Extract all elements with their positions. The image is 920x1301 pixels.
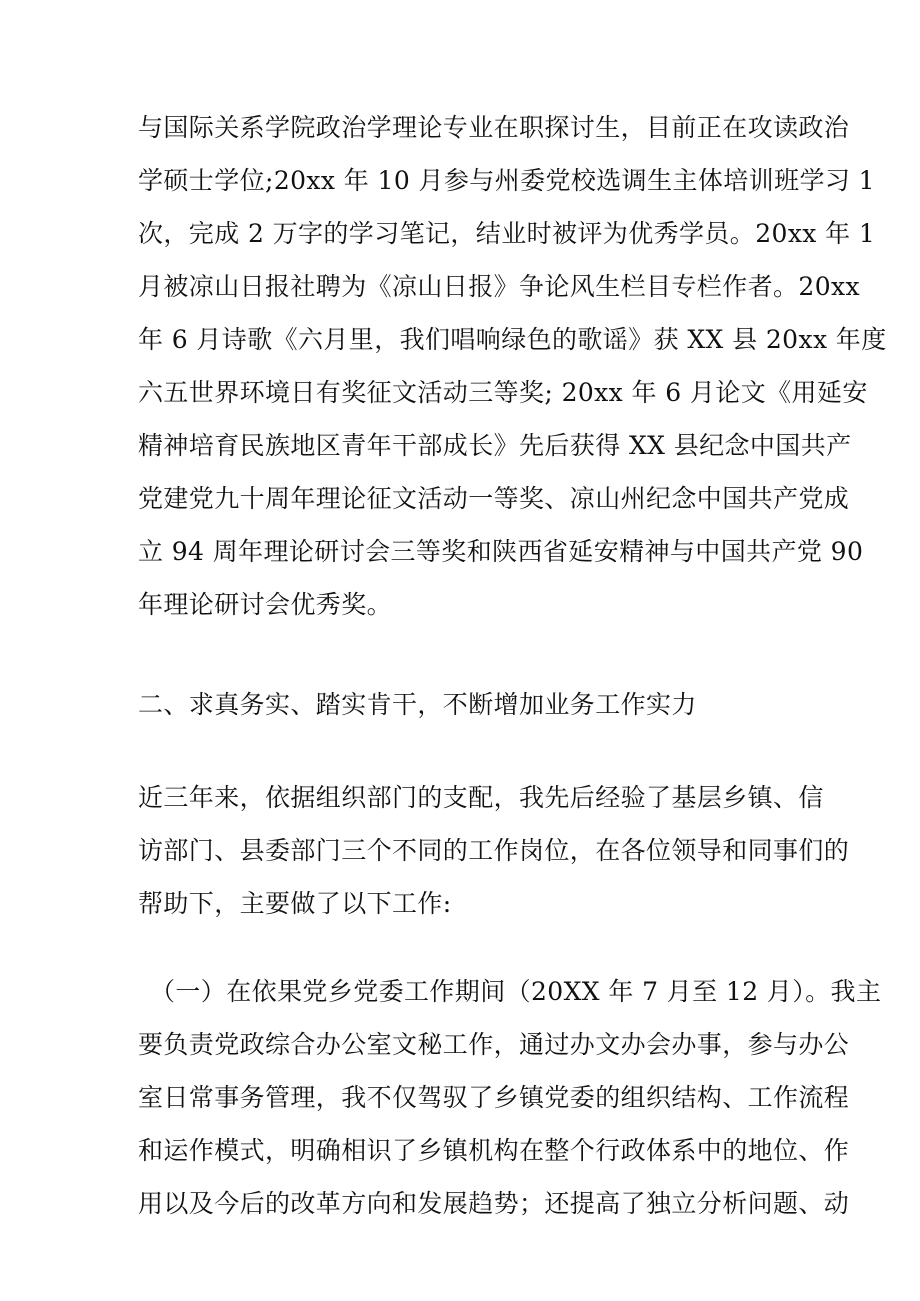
paragraph-1-line: 学硕士学位;20xx 年 10 月参与州委党校选调生主体培训班学习 1 (138, 166, 875, 195)
paragraph-3-line: 要负责党政综合办公室文秘工作，通过办文办会办事，参与办公 (138, 1030, 850, 1059)
paragraph-1-line: 立 94 周年理论研讨会三等奖和陕西省延安精神与中国共产党 90 (138, 537, 864, 566)
paragraph-1-line: 党建党九十周年理论征文活动一等奖、凉山州纪念中国共产党成 (138, 484, 850, 513)
paragraph-3-line: 和运作模式，明确相识了乡镇机构在整个行政体系中的地位、作 (138, 1136, 850, 1165)
paragraph-3-line: （一）在依果党乡党委工作期间（20XX 年 7 月至 12 月）。我主 (150, 977, 882, 1006)
paragraph-3-line: 用以及今后的改革方向和发展趋势；还提高了独立分析问题、动 (138, 1189, 850, 1218)
paragraph-1-line: 年 6 月诗歌《六月里，我们唱响绿色的歌谣》获 XX 县 20xx 年度 (138, 325, 887, 354)
paragraph-3-line: 室日常事务管理，我不仅驾驭了乡镇党委的组织结构、工作流程 (138, 1083, 850, 1112)
paragraph-1-line: 次，完成 2 万字的学习笔记，结业时被评为优秀学员。20xx 年 1 (138, 219, 876, 248)
paragraph-1-line: 精神培育民族地区青年干部成长》先后获得 XX 县纪念中国共产 (138, 431, 852, 460)
paragraph-1-line: 与国际关系学院政治学理论专业在职探讨生，目前正在攻读政治 (138, 113, 850, 142)
paragraph-1-line: 年理论研讨会优秀奖。 (138, 590, 393, 619)
paragraph-1-line: 月被凉山日报社聘为《凉山日报》争论风生栏目专栏作者。20xx (138, 272, 861, 301)
paragraph-2-line: 访部门、县委部门三个不同的工作岗位，在各位领导和同事们的 (138, 836, 850, 865)
paragraph-2-line: 近三年来，依据组织部门的支配，我先后经验了基层乡镇、信 (138, 783, 824, 812)
paragraph-1-line: 六五世界环境日有奖征文活动三等奖; 20xx 年 6 月论文《用延安 (138, 378, 868, 407)
paragraph-2-line: 帮助下，主要做了以下工作: (138, 889, 452, 918)
section-heading: 二、求真务实、踏实肯干，不断增加业务工作实力 (138, 690, 697, 719)
